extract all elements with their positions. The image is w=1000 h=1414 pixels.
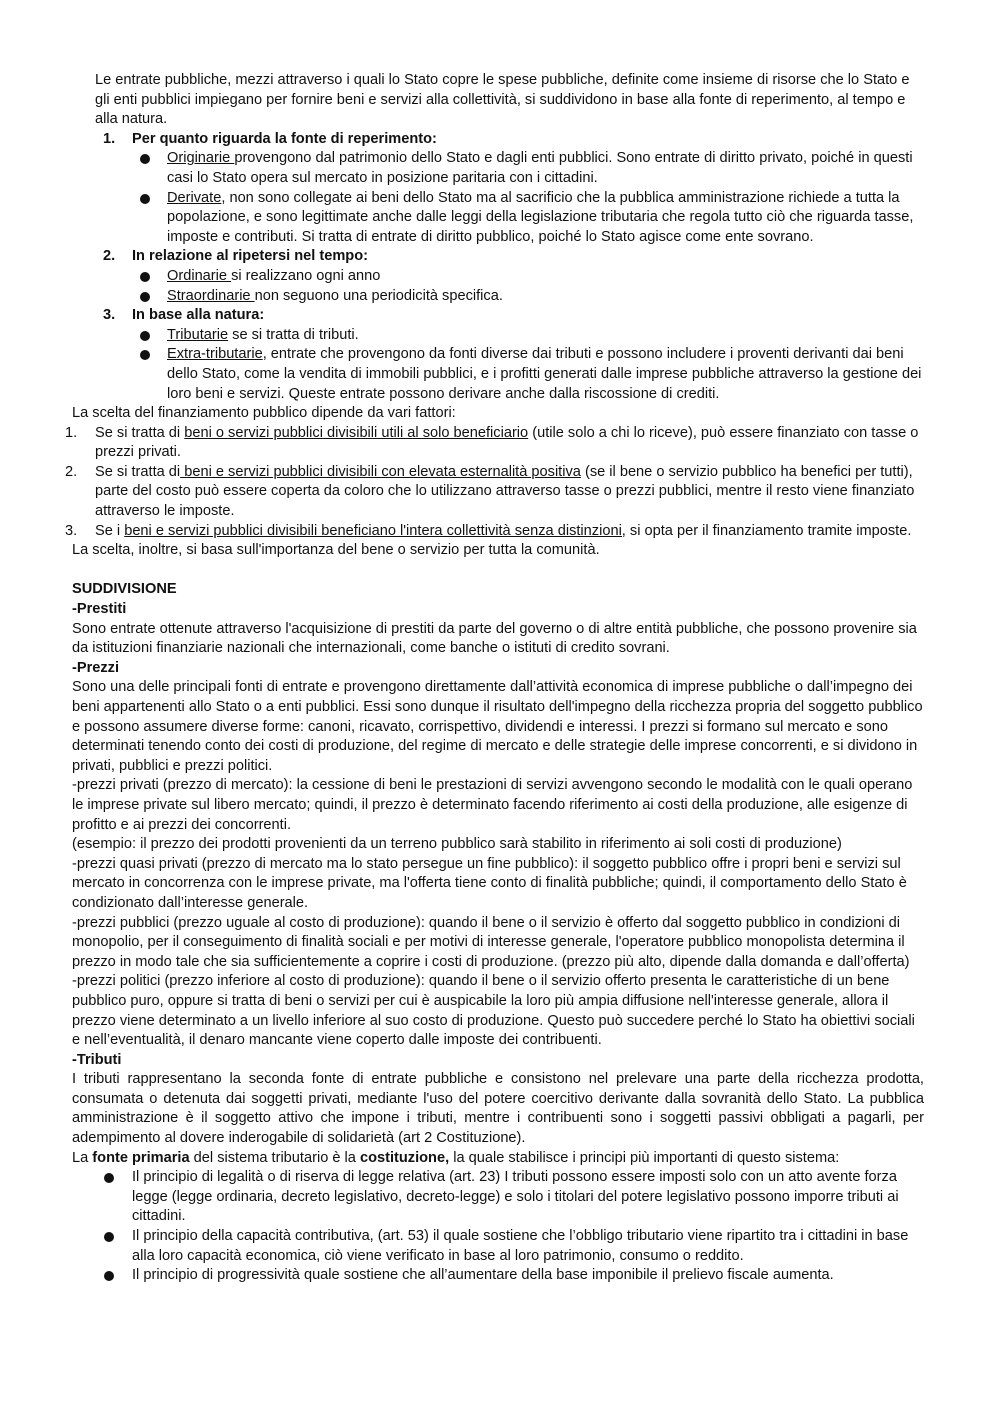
section-1 [72, 130, 924, 150]
bullet-icon [104, 1271, 114, 1281]
list-item [72, 149, 924, 188]
item-text: si opta per il finanziamento tramite imposte. [625, 522, 912, 539]
bullet-icon [140, 331, 150, 341]
item-text: se si tratta di tributi. [228, 326, 359, 343]
list-item [72, 1168, 924, 1227]
fonte-primaria-paragraph [72, 1149, 924, 1169]
item-text: (utile solo a chi lo riceve), può essere finanziato con tasse o prezzi privati. [95, 424, 919, 461]
section-2 [72, 247, 924, 267]
item-text: , non sono collegate ai beni dello Stato ma al sacrificio che la pubblica amministrazione richiede a tutta la popolazione, e sono legittimate anche dalle leggi della legislazione tributaria che regola tutto ciò che riguarda tasse, imposte e contributi. Si tratta di entrate di diritto pubblico, poiché lo Stato agisce come ente sovrano. [167, 189, 914, 245]
bold-term: costituzione, [359, 1149, 450, 1166]
tributi-paragraph: I tributi rappresentano la seconda fonte di entrate pubbliche e consistono nel prelevare una parte della ricchezza prodotta, consumata o detenuta dai soggetti privati, mediante l'uso del potere coercitivo derivante dalla sovranità dello Stato. La pubblica amministrazione è il soggetto attivo che impone i tributi, mentre i contribuenti sono i soggetti passivi obbligati a pagarli, per adempimento al dovere inderogabile di solidarietà (art 2 Costituzione). [72, 1071, 924, 1147]
bullet-icon [140, 292, 150, 302]
text-fragment: la quale stabilisce i principi più importanti di questo sistema: [449, 1149, 840, 1166]
item-number: 3. [65, 522, 78, 539]
bold-term: fonte primaria [92, 1149, 190, 1166]
item-term: Originarie [167, 150, 235, 167]
section-number: 3. [103, 307, 116, 324]
item-term: beni o servizi pubblici divisibili utili al solo beneficiario [184, 424, 529, 441]
financing-item [65, 424, 924, 463]
subheading-prestiti: -Prestiti [72, 601, 127, 618]
bullet-icon [140, 272, 150, 282]
financing-intro: La scelta del finanziamento pubblico dipende da vari fattori: [72, 405, 456, 422]
item-text: non seguono una periodicità specifica. [254, 287, 503, 304]
item-text: Se si tratta di [95, 463, 181, 480]
subheading-prezzi: -Prezzi [72, 659, 120, 676]
item-term: Extra-tributarie [167, 346, 263, 363]
item-term: beni e servizi pubblici divisibili con elevata esternalità positiva [180, 463, 581, 480]
list-item [72, 189, 924, 248]
prezzi-paragraph: -prezzi politici (prezzo inferiore al costo di produzione): quando il bene o il servizio offerto presenta le caratteristiche di un bene pubblico puro, oppure si tratta di beni o servizi per cui è auspicabile la loro più ampia diffusione nell'interesse generale, allora il prezzo viene determinato a un livello inferiore al suo costo di produzione. Questo può succedere perché lo Stato ha obiettivi sociali e nell’eventualità, il denaro mancante viene coperto dalle imposte dei contribuenti. [72, 973, 915, 1049]
prestiti-paragraph: Sono entrate ottenute attraverso l'acquisizione di prestiti da parte del governo o di altre entità pubbliche, che possono provenire sia da istituzioni finanziarie nazionali che internazionali, come banche o istituti di credito sovrani. [72, 620, 917, 657]
list-item [72, 326, 924, 346]
intro-paragraph: Le entrate pubbliche, mezzi attraverso i quali lo Stato copre le spese pubbliche, definite come insieme di risorse che lo Stato e gli enti pubblici impiegano per fornire beni e servizi alla collettività, si suddividono in base alla fonte di reperimento, al tempo e alla natura. [95, 72, 910, 128]
item-term: Ordinarie [167, 267, 232, 284]
item-term: Straordinarie [167, 287, 255, 304]
item-term: Tributarie [167, 326, 229, 343]
item-text: Se i [95, 522, 125, 539]
list-item [72, 1266, 924, 1286]
principle-text: Il principio di legalità o di riserva di legge relativa (art. 23) I tributi possono essere imposti solo con un atto avente forza legge (legge ordinaria, decreto legislativo, decreto-legge) e solo i titolari del potere legislativo possono imporre tributi ai cittadini. [132, 1169, 899, 1225]
bullet-icon [104, 1232, 114, 1242]
principle-text: Il principio della capacità contributiva, (art. 53) il quale sostiene che l’obbligo tributario viene ripartito tra i cittadini in base alla loro capacità economica, ciò viene verificato in base al loro patrimonio, consumo o reddito. [132, 1228, 909, 1264]
section-number: 2. [103, 248, 116, 265]
prezzi-paragraph: -prezzi quasi privati (prezzo di mercato ma lo stato persegue un fine pubblico): il soggetto pubblico offre i propri beni e servizi sul mercato in concorrenza con le imprese private, ma l'offerta tiene conto di finalità pubbliche; quindi, il comportamento dello Stato è condizionato dall’interesse generale. [72, 855, 907, 911]
item-term: Derivate [167, 189, 222, 206]
item-text: Se si tratta di [95, 424, 185, 441]
section-number: 1. [103, 130, 116, 147]
item-text: (se il bene o servizio pubblico ha benefici per tutti), parte del costo può essere coperta da coloro che lo utilizzano attraverso tasse o prezzi pubblici, mentre il resto viene finanziato attraverso le imposte. [95, 463, 915, 520]
bullet-icon [140, 194, 150, 204]
item-text: , entrate che provengono da fonti diverse dai tributi e possono includere i proventi derivanti dai beni dello Stato, come la vendita di immobili pubblici, e i profitti generati dalle imprese pubbliche attraverso la gestione dei loro beni e servizi. Queste entrate possono derivare anche dalla riscossione di crediti. [167, 346, 922, 402]
spacer [72, 561, 924, 581]
financing-outro: La scelta, inoltre, si basa sull'importanza del bene o servizio per tutta la comunità. [72, 542, 600, 559]
prezzi-paragraph: -prezzi privati (prezzo di mercato): la cessione di beni le prestazioni di servizi avvengono secondo le modalità con le quali operano le imprese private sul libero mercato; quindi, il prezzo è determinato facendo riferimento ai costi della produzione, alle esigenze di profitto e ai prezzi dei concorrenti. [72, 777, 913, 833]
list-item [72, 1227, 924, 1266]
item-number: 1. [65, 424, 78, 441]
financing-item [65, 522, 924, 542]
list-item [72, 287, 924, 307]
bullet-icon [104, 1173, 114, 1183]
item-number: 2. [65, 463, 78, 480]
text-fragment: La [72, 1149, 93, 1166]
item-term: beni e servizi pubblici divisibili beneficiano l'intera collettività senza distinzioni, [124, 522, 626, 539]
bullet-icon [140, 154, 150, 164]
subheading-tributi: -Tributi [72, 1051, 122, 1068]
principle-text: Il principio di progressività quale sostiene che all’aumentare della base imponibile il prelievo fiscale aumenta. [132, 1267, 834, 1284]
item-text: si realizzano ogni anno [231, 267, 381, 284]
list-item [72, 267, 924, 287]
bullet-icon [140, 350, 150, 360]
text-fragment: del sistema tributario è la [189, 1149, 360, 1166]
section-title: In relazione al ripetersi nel tempo: [132, 248, 368, 265]
prezzi-paragraph: -prezzi pubblici (prezzo uguale al costo di produzione): quando il bene o il servizio è offerto dal soggetto pubblico in condizioni di monopolio, per il conseguimento di finalità sociali e per motivi di interesse generale, l'operatore pubblico monopolista determina il prezzo in modo tale che sia sufficientemente a coprire i costi di produzione. (prezzo più alto, dipende dalla domanda e dall’offerta) [72, 914, 910, 970]
item-text: provengono dal patrimonio dello Stato e dagli enti pubblici. Sono entrate di diritto privato, poiché in questi casi lo Stato opera sul mercato in posizione paritaria con i cittadini. [167, 150, 913, 186]
prezzi-paragraph: (esempio: il prezzo dei prodotti provenienti da un terreno pubblico sarà stabilito in riferimento ai soli costi di produzione) [72, 836, 842, 853]
section-3 [72, 306, 924, 326]
list-item [72, 345, 924, 404]
section-title: In base alla natura: [132, 307, 265, 324]
prezzi-paragraph: Sono una delle principali fonti di entrate e provengono direttamente dall’attività economica di imprese pubbliche o dall’impegno dei beni appartenenti allo Stato o a enti pubblici. Essi sono dunque il risultato dell'impegno della ricchezza propria del soggetto pubblico e possono assumere diverse forme: canoni, ricavato, corrispettivo, dividendi e interessi. I prezzi si formano sul mercato e sono determinati tenendo conto dei costi di produzione, del regime di mercato e delle strategie delle imprese concorrenti, e si dividono in privati, pubblici e prezzi politici. [72, 679, 923, 774]
financing-item [65, 463, 924, 522]
section-title: Per quanto riguarda la fonte di reperimento: [132, 130, 437, 147]
section-heading: SUDDIVISIONE [72, 581, 177, 598]
